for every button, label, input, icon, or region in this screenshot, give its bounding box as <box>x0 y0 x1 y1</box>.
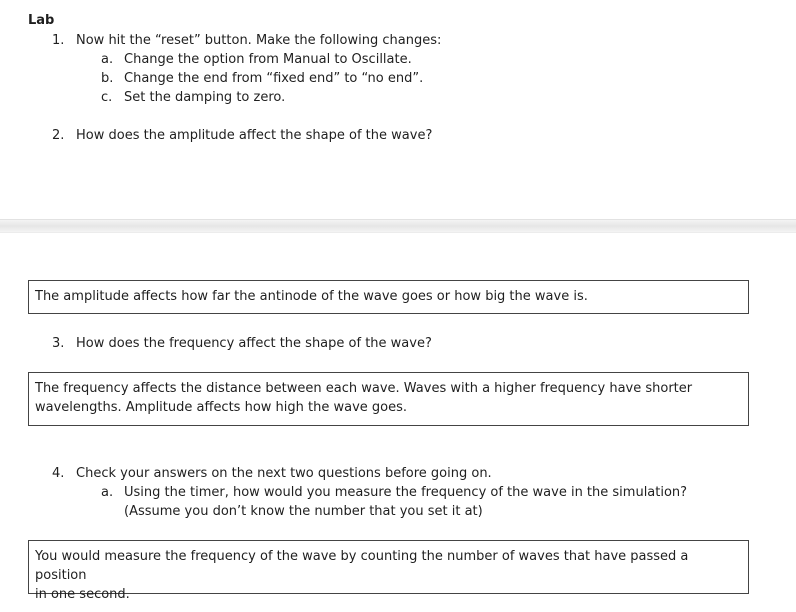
question-1a-letter: a. <box>101 52 114 67</box>
answer-3-box[interactable] <box>28 372 749 426</box>
answer-2-text: The amplitude affects how far the antinode of the wave goes or how big the wave is. <box>35 289 588 304</box>
question-1c-text: Set the damping to zero. <box>124 90 286 105</box>
question-1-number: 1. <box>52 33 65 48</box>
answer-4-line-2: in one second. <box>35 587 130 602</box>
question-4a-letter: a. <box>101 485 114 500</box>
answer-2-box[interactable] <box>28 280 749 314</box>
question-4a-line-1: Using the timer, how would you measure the frequency of the wave in the simulation? <box>124 485 688 500</box>
question-2-number: 2. <box>52 128 65 143</box>
question-3-text: How does the frequency affect the shape of the wave? <box>76 336 432 351</box>
answer-4-box[interactable] <box>28 540 749 602</box>
answer-3-line-1: The frequency affects the distance between each wave. Waves with a higher frequency have shorter <box>35 381 693 396</box>
question-4-number: 4. <box>52 466 65 481</box>
lab-title: Lab <box>28 13 55 28</box>
question-1c-letter: c. <box>101 90 113 105</box>
answer-4-line-1: You would measure the frequency of the wave by counting the number of waves that have passed a position <box>35 549 689 583</box>
answer-3-line-2: wavelengths. Amplitude affects how high the wave goes. <box>35 400 408 415</box>
question-1b-letter: b. <box>101 71 114 86</box>
question-4a-line-2: (Assume you don’t know the number that you set it at) <box>124 504 483 519</box>
question-2-text: How does the amplitude affect the shape of the wave? <box>76 128 433 143</box>
question-1-text: Now hit the “reset” button. Make the following changes: <box>76 33 442 48</box>
question-4-text: Check your answers on the next two questions before going on. <box>76 466 492 481</box>
question-3-number: 3. <box>52 336 65 351</box>
page-break <box>0 219 796 233</box>
question-1a-text: Change the option from Manual to Oscillate. <box>124 52 412 67</box>
question-1b-text: Change the end from “fixed end” to “no end”. <box>124 71 424 86</box>
